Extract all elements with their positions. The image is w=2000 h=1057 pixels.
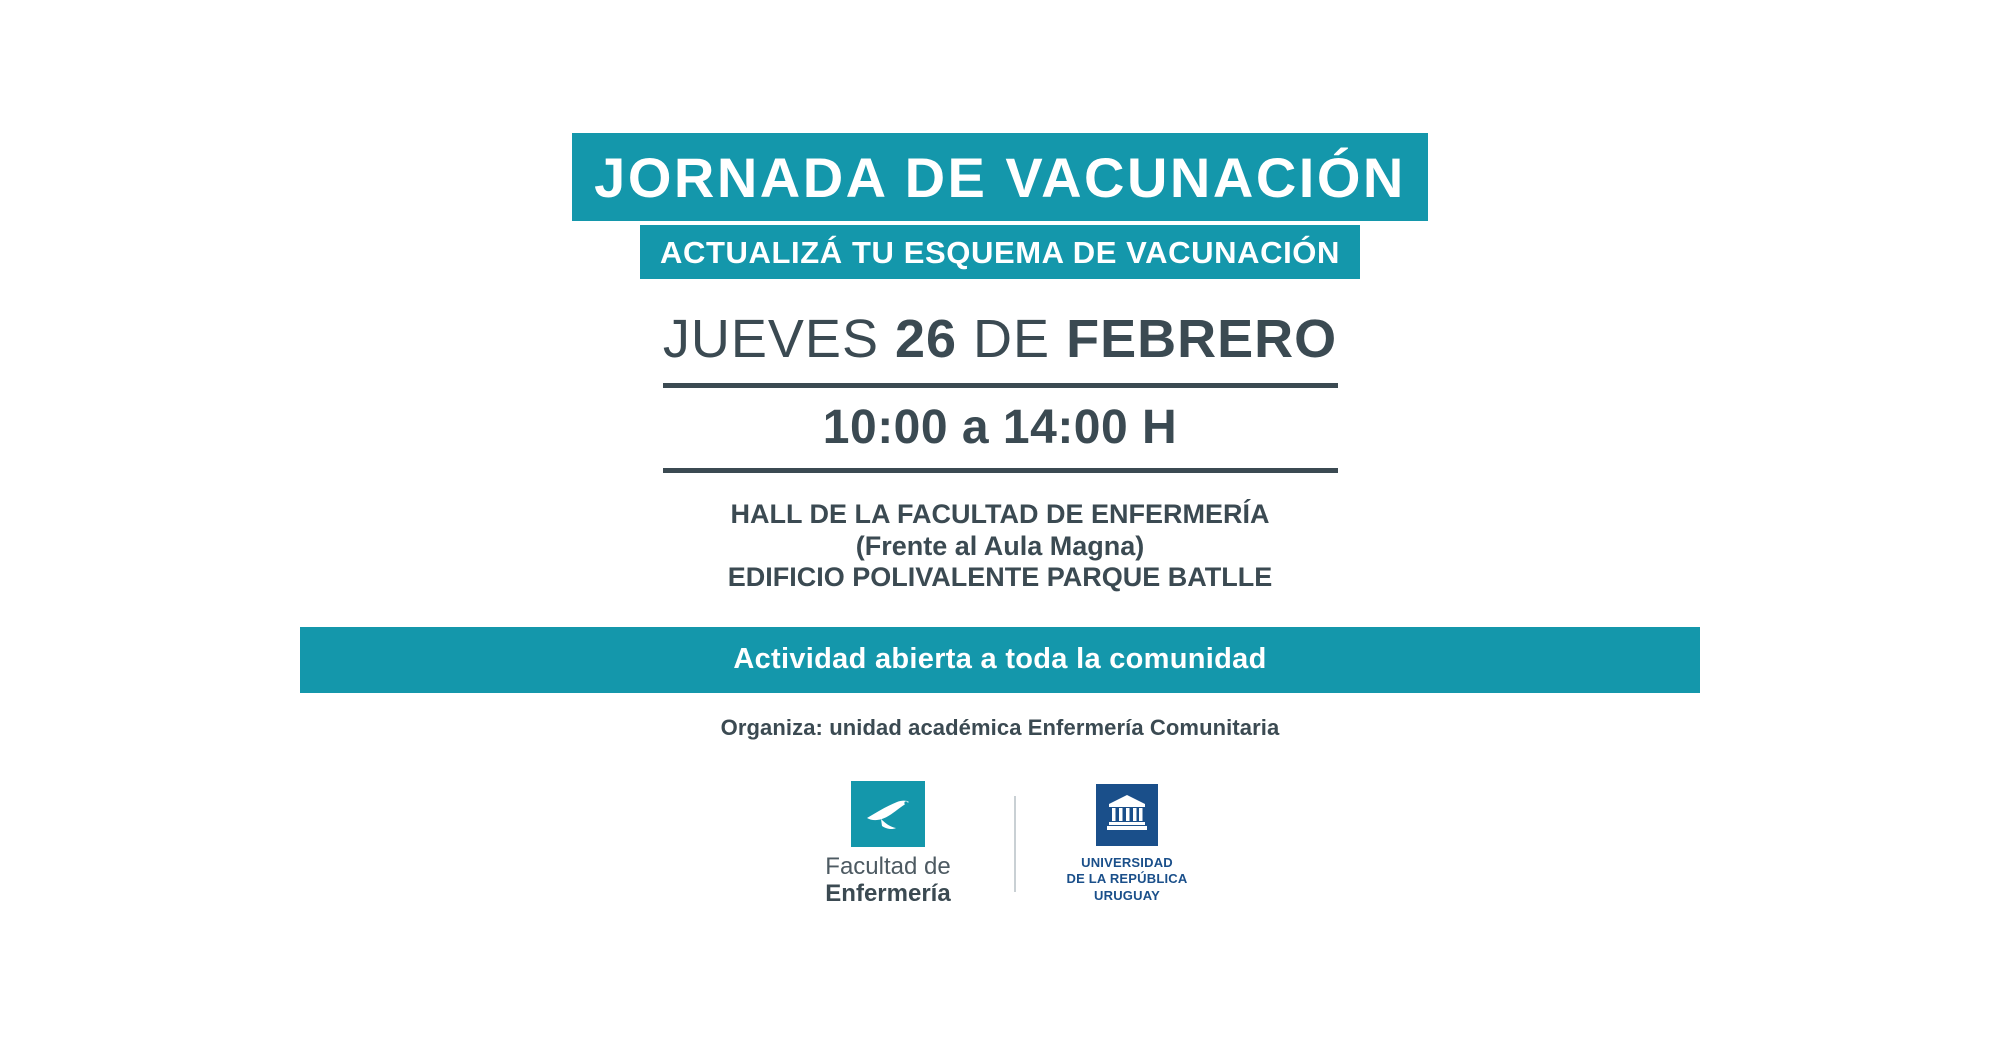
logo-udelar — [1052, 784, 1202, 904]
poster-subtitle: ACTUALIZÁ TU ESQUEMA DE VACUNACIÓN — [640, 225, 1360, 279]
logo-facultad-enfermeria — [798, 781, 978, 908]
event-date-month: FEBRERO — [1066, 309, 1338, 369]
logo-row — [798, 781, 1202, 908]
logo-divider — [1014, 796, 1016, 892]
logo-udelar-line-2: DE LA REPÚBLICA — [1066, 871, 1188, 887]
organizer-text: Organiza: unidad académica Enfermería Comunitaria — [720, 714, 1280, 740]
poster-title: JORNADA DE VACUNACIÓN — [572, 133, 1428, 221]
event-time: 10:00 a 14:00 H — [822, 401, 1178, 454]
logo-udelar-wordmark — [1067, 855, 1188, 904]
venue-line-2: (Frente al Aula Magna) — [855, 530, 1145, 561]
divider-rule-bottom — [663, 468, 1338, 473]
logo-enfermeria-line-1: Facultad de — [825, 852, 951, 880]
open-activity-banner: Actividad abierta a toda la comunidad — [300, 627, 1700, 693]
university-building-icon — [1096, 784, 1158, 846]
logo-udelar-line-1: UNIVERSIDAD — [1081, 855, 1173, 871]
divider-rule-top — [663, 383, 1338, 388]
event-date — [662, 309, 1338, 369]
venue-line-3: EDIFICIO POLIVALENTE PARQUE BATLLE — [727, 562, 1273, 593]
dove-icon — [851, 781, 925, 847]
logo-udelar-line-3: URUGUAY — [1094, 887, 1160, 903]
event-date-prefix: JUEVES — [662, 309, 895, 369]
title-block — [572, 133, 1428, 279]
venue-line-1: HALL DE LA FACULTAD DE ENFERMERÍA — [730, 499, 1270, 529]
event-venue — [728, 499, 1273, 594]
logo-enfermeria-line-2: Enfermería — [825, 879, 951, 907]
event-date-day: 26 — [894, 309, 958, 369]
event-date-middle: DE — [957, 309, 1067, 369]
logo-enfermeria-wordmark — [825, 854, 950, 908]
